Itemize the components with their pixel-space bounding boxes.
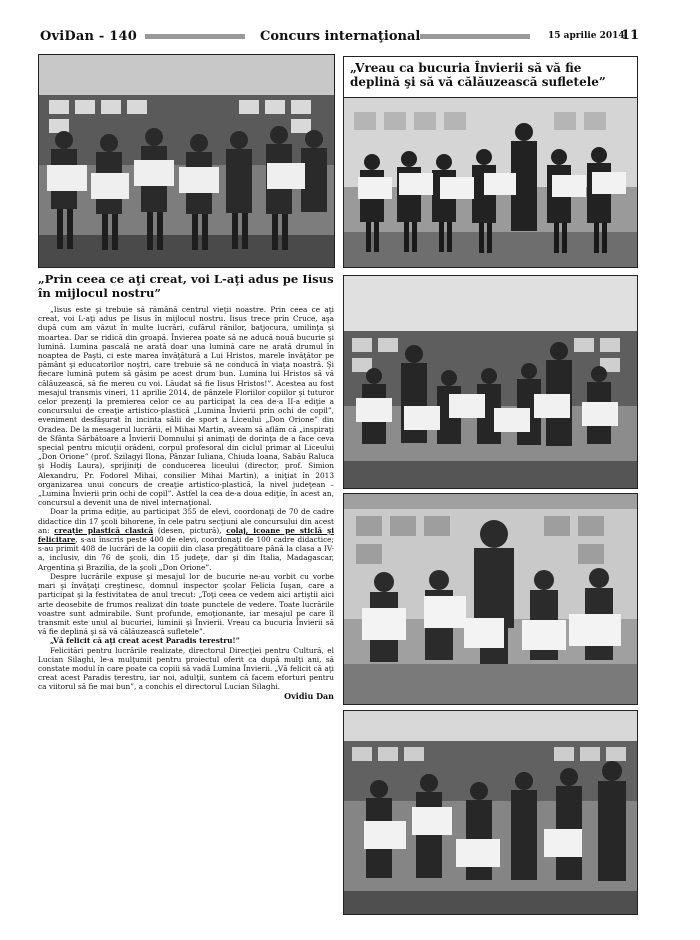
photo-children-diplomas-1: [38, 54, 335, 268]
paragraph-2-text-a: Doar la prima ediţie, au participat 355 de elevi, coordonaţi de 70 de cadre didactice din 17 şcoli bihorene, în cele patru secţiuni ale concursului din acest an:: [38, 507, 334, 535]
section-title: Concurs internaţional: [260, 29, 421, 44]
article-subheading: „Vă felicit că aţi creat acest Paradis terestru!”: [50, 636, 240, 646]
paragraph-2-text-c: , s-au înscris peste 400 de elevi, coordonaţi de 100 cadre didactice; s-au primit 408 de lucrări de la copiii din clasa pregătitoare până la clasa a IV-a, inclusiv, din 76 de şcoli, din 15 judeţe, dar şi din Italia, Madagascar, Argentina şi Brazilia, de la şcoli „Don Orione”.: [38, 535, 334, 572]
header-rule-right: [420, 34, 530, 39]
article-paragraph-1: „Iisus este şi trebuie să rămână centrul vieţii noastre. Prin ceea ce aţi creat, voi L-aţi adus pe Iisus în mijlocul nostru. Iisus trece prin Cruce, aşa după cum am văzut în multe lucrări, cufărul rănilor, batjocura, umilinţa şi moartea. Dar se ridică din groapă. Învierea poate să ne aducă nouă bucurie şi lumină. Lumina pascală ne arată doar una lumină care ne arată drumul în noaptea de Paşti, ci este marea învăţătură a Lui Hristos, marele învăţător pe pământ şi educatorilor noştri, care trebuie să ne conducă în viaţa noastră. Şi fiecare lumină putem să găsim pe acest drum bun. Lumina lui Hristos să vă călăuzească, să fie mereu cu voi. Lăudat să fie Iisus Hristos!”. Acestea au fost mesajul transmis vineri, 11 aprilie 2014, de pânzele Floriilor copiilor şi tuturor celor prezenţi la premierea celor ce au participat la cea de-a II-a ediţie a concursului de creaţie artistico-plastică „Lumina Învierii prin ochi de copil”, eveniment desfăşurat în incinta sălii de sport a Liceului „Don Orione” din Oradea. De la mesagerul lucrării, el Mihai Martin, aveam să aflăm că „inspiraţi de Sfânta Sărbătoare a Învierii Domnului şi animaţi de dorinţa de a face ceva special pentru micuţii orădeni, corpul profesoral din ciclul primar al Liceului „Don Orione” (prof. Szilagyi Ilona, Pânzar Iuliana, Chiuda Ioana, Sabău Raluca şi Hodiş Laura), sprijiniţi de conducerea liceului (director, prof. Simion Alexandru, Pr. Fodorel Mihai, consilier Mihai Martin), a iniţiat în 2013 organizarea unui concurs de creaţie artistico-plastică, la nivel judeţean – „Lumina Învierii prin ochi de copil”. Astfel la cea de-a doua ediţie, în acest an, concursul a devenit una de nivel internaţional.: [38, 305, 334, 508]
caption-text: „Vreau ca bucuria Învierii să vă fie deplină şi să vă călăuzească sufletele”: [350, 61, 606, 89]
paragraph-2-text-b: (desen, pictură),: [153, 525, 227, 535]
article: [38, 272, 334, 701]
photo-children-diplomas-5: [343, 710, 638, 915]
author-signature: Ovidiu Dan: [284, 690, 334, 701]
article-paragraph-5: Felicitări pentru lucrările realizate, directorul Direcţiei pentru Cultură, el Lucian Silaghi, le-a mulţumit pentru proiectul oferit ca după mulţi ani, să constate modul în care poate ca copiii să vadă Lumina Învierii. „Vă felicit că aţi creat acest Paradis terestru, iar noi, adulţii, suntem că facem eforturi pentru ca viitorul să fie mai bun”, a conchis el directorul Lucian Silaghi.: [38, 645, 334, 692]
issue-date: 15 aprilie 2014: [548, 31, 625, 41]
page-number: 11: [621, 28, 640, 43]
header-rule-left: [145, 34, 245, 39]
article-title: „Prin ceea ce aţi creat, voi L-aţi adus pe Iisus în mijlocul nostru”: [38, 272, 334, 300]
article-paragraph-3: Despre lucrările expuse şi mesajul lor de bucurie ne-au vorbit cu vorbe mari şi învăţaţi creştinesc, domnul inspector şcolar Felicia Iuşan, care a participat şi la festivitatea de anul trecut: „Toţi ceea ce vedem aici artiştii aici arte deosebite de frumos realizat din toate punctele de vedere. Toate lucrările voastre sunt admirabile. Sunt profunde, emoţionante, iar mesajul pe care îl transmit este unul al bucuriei, luminii şi Învierii. Vreau ca bucuria Învierii să vă fie deplină şi să vă călăuzească sufletele”.: [38, 571, 334, 637]
photo-children-diplomas-4: [343, 493, 638, 705]
publication-name: OviDan - 140: [40, 29, 137, 44]
paragraph-2-underline-2: colaj, icoane pe sticlă şi felicitare: [38, 525, 335, 545]
article-paragraph-2: [38, 507, 334, 571]
paragraph-2-underline-1: creaţie plastică clasică: [54, 525, 154, 535]
photo-caption: [343, 56, 638, 98]
page-header: [0, 0, 700, 44]
photo-children-diplomas-3: [343, 275, 638, 489]
